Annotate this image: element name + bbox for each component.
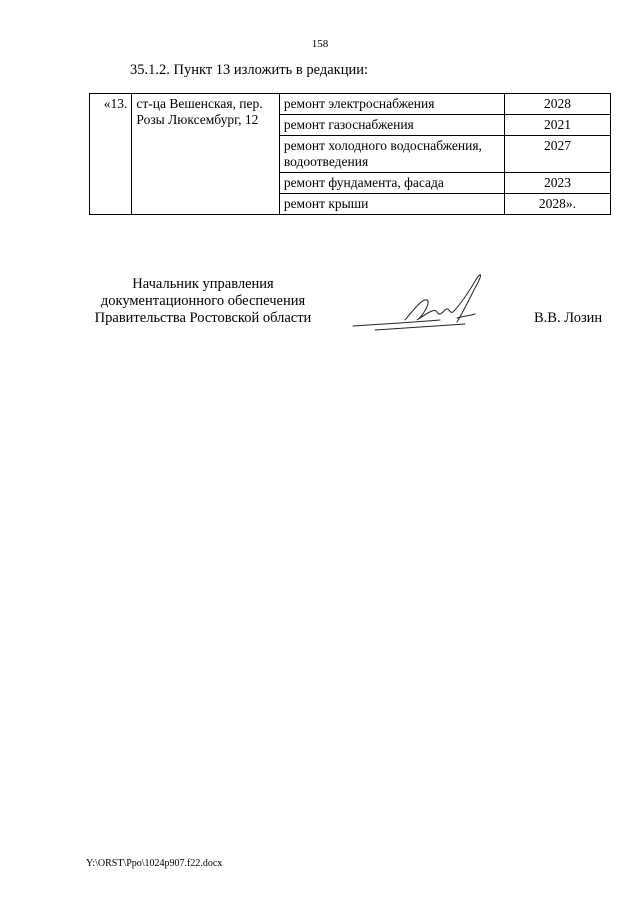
work-cell: ремонт электроснабжения bbox=[279, 94, 504, 115]
year-cell: 2028 bbox=[504, 94, 610, 115]
position-line: Правительства Ростовской области bbox=[94, 310, 312, 326]
item-number: «13. bbox=[90, 94, 132, 215]
item-address: ст-ца Вешенская, пер. Розы Люксембург, 12 bbox=[132, 94, 279, 215]
year-cell: 2027 bbox=[504, 136, 610, 173]
table-row bbox=[90, 94, 611, 115]
page-number: 158 bbox=[311, 38, 329, 50]
year-cell: 2028». bbox=[504, 194, 610, 215]
work-cell: ремонт крыши bbox=[279, 194, 504, 215]
position-line: Начальник управления bbox=[132, 276, 274, 292]
file-path: Y:\ORST\Ppo\1024p907.f22.docx bbox=[86, 858, 223, 869]
signatory-name: В.В. Лозин bbox=[534, 310, 603, 326]
position-line: документационного обеспечения bbox=[100, 293, 306, 309]
paragraph-heading: 35.1.2. Пункт 13 изложить в редакции: bbox=[130, 62, 369, 78]
year-cell: 2023 bbox=[504, 173, 610, 194]
year-cell: 2021 bbox=[504, 115, 610, 136]
work-cell: ремонт холодного водоснабжения, водоотведения bbox=[279, 136, 504, 173]
signatory-position bbox=[88, 276, 318, 327]
work-cell: ремонт фундамента, фасада bbox=[279, 173, 504, 194]
items-table bbox=[89, 93, 611, 215]
handwritten-signature bbox=[345, 268, 505, 338]
work-cell: ремонт газоснабжения bbox=[279, 115, 504, 136]
